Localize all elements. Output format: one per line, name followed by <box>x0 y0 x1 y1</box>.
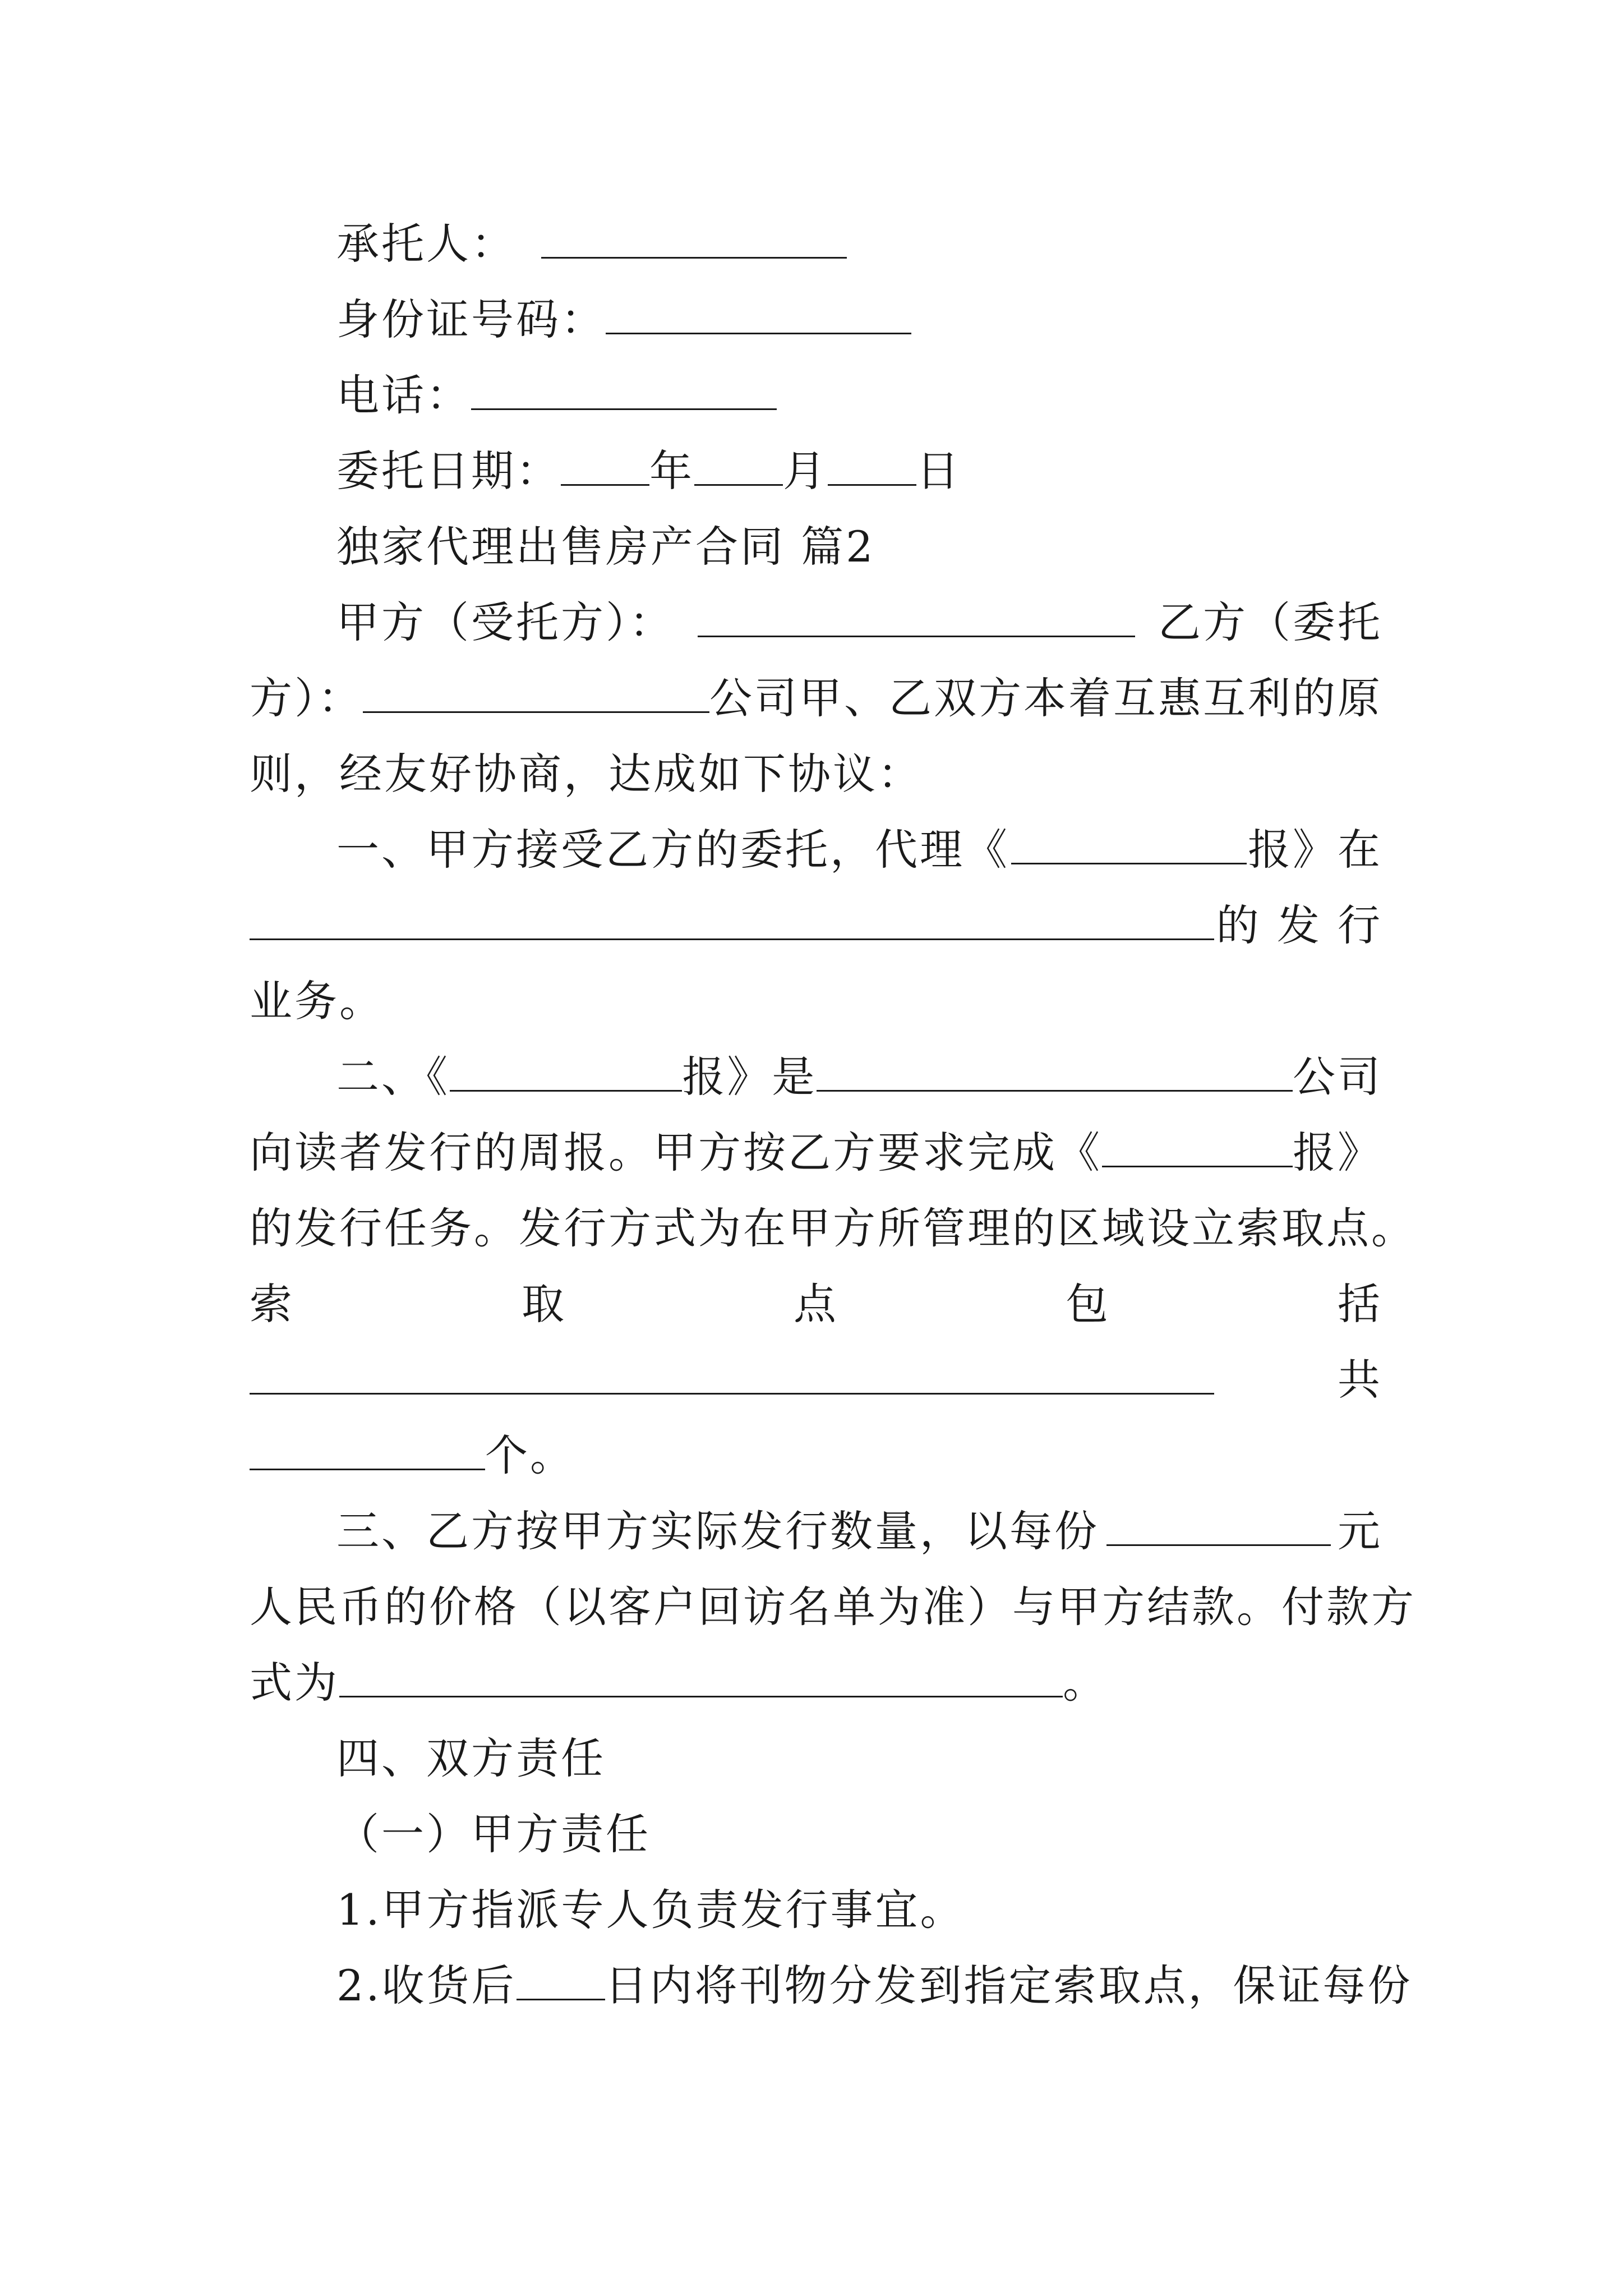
party-b-label-2: 方）： <box>250 673 363 723</box>
year-label: 年 <box>649 446 694 496</box>
clause4-sub-a: （一）甲方责任 <box>336 1809 651 1859</box>
clause1-text-3: 业务。 <box>250 976 384 1026</box>
clause4-item-1: 1.甲方指派专人负责发行事宜。 <box>336 1885 965 1935</box>
spread-char: 点 <box>794 1279 838 1329</box>
party-b-blank <box>363 672 709 713</box>
clause4-item-2b: 日内将刊物分发到指定索取点，保证每份 <box>605 1961 1413 2010</box>
clause3-text-3a: 式为 <box>250 1658 339 1708</box>
clause2-line-2 <box>250 1125 1382 1181</box>
clause3-line-1 <box>336 1503 1382 1559</box>
clause1-text-1: 一、甲方接受乙方的委托，代理《 <box>336 825 1009 875</box>
clause2-text-2a: 向读者发行的周报。甲方按乙方要求完成《 <box>250 1128 1102 1177</box>
clause2-text-3: 的发行任务。发行方式为在甲方所管理的区域设立索取点。 <box>250 1203 1416 1253</box>
phone-line <box>336 367 1382 424</box>
clause4-item-2 <box>336 1958 1413 2014</box>
publisher-blank <box>817 1051 1293 1092</box>
clause3-line-3 <box>250 1655 1382 1711</box>
clause2-text-1a: 二、《 <box>336 1052 450 1102</box>
spread-char: 取 <box>522 1279 566 1329</box>
party-a-label: 甲方（受托方）： <box>336 597 674 647</box>
contract-heading: 独家代理出售房产合同 篇2 <box>336 522 875 572</box>
clause1-text-1b: 报》在 <box>1248 825 1382 875</box>
date-line <box>336 443 1382 499</box>
clause4-item-2a: 2.收货后 <box>336 1961 517 2010</box>
newspaper-name-blank-2 <box>450 1051 682 1092</box>
id-number-label: 身份证号码： <box>336 295 606 344</box>
clause1-line-2 <box>250 898 1382 954</box>
id-number-blank <box>606 293 911 334</box>
clause2-line-1 <box>336 1049 1382 1105</box>
phone-label: 电话： <box>336 370 471 420</box>
clause2-text-5: 共 <box>1338 1355 1382 1405</box>
year-blank <box>561 445 649 486</box>
clause3-text-1a: 三、乙方按甲方实际发行数量，以每份 <box>336 1506 1099 1556</box>
region-blank <box>250 899 1214 940</box>
day-blank <box>828 445 916 486</box>
clause1-text-2: 的 发 行 <box>1216 900 1382 950</box>
payment-method-blank <box>339 1657 1063 1697</box>
phone-blank <box>471 369 777 410</box>
date-label: 委托日期： <box>336 446 561 496</box>
pickup-points-blank <box>250 1354 1214 1395</box>
clause1-line-1 <box>336 822 1382 878</box>
trustee-label: 承托人： <box>336 219 516 269</box>
party-b-label-1: 乙方（委托 <box>1158 597 1382 647</box>
spread-char: 索 <box>250 1279 294 1329</box>
day-label: 日 <box>916 446 961 496</box>
clause2-spread-line <box>250 1276 1382 1332</box>
clause2-text-2b: 报》 <box>1293 1128 1382 1177</box>
month-blank <box>694 445 783 486</box>
clause3-text-3b: 。 <box>1063 1658 1108 1708</box>
clause3-text-2: 人民币的价格（以客户回访名单为准）与甲方结款。付款方 <box>250 1582 1416 1632</box>
clause2-text-1c: 公司 <box>1293 1052 1382 1102</box>
pickup-count-blank <box>250 1429 485 1470</box>
spread-char: 括 <box>1338 1279 1382 1329</box>
clause2-line-6 <box>250 1428 1382 1484</box>
para1-text-3: 则，经友好协商，达成如下协议： <box>250 749 923 799</box>
para1-text-2: 公司甲、乙双方本着互惠互利的原 <box>709 673 1382 723</box>
party-line-1 <box>336 595 1382 651</box>
id-number-line <box>336 292 1382 348</box>
party-a-blank <box>698 596 1135 637</box>
clause4-title: 四、双方责任 <box>336 1733 606 1783</box>
trustee-blank <box>541 218 847 259</box>
month-label: 月 <box>783 446 828 496</box>
spread-char: 包 <box>1066 1279 1110 1329</box>
trustee-line <box>336 216 1382 272</box>
clause2-text-1b: 报》是 <box>682 1052 817 1102</box>
unit-price-blank <box>1106 1505 1331 1546</box>
clause2-line-5 <box>250 1352 1382 1408</box>
clause2-text-6: 个。 <box>485 1430 575 1480</box>
days-blank <box>517 1959 605 2000</box>
newspaper-name-blank-1 <box>1011 823 1247 864</box>
clause3-text-1b: 元 <box>1338 1506 1382 1556</box>
newspaper-name-blank-3 <box>1102 1126 1293 1167</box>
party-line-2 <box>250 670 1382 726</box>
